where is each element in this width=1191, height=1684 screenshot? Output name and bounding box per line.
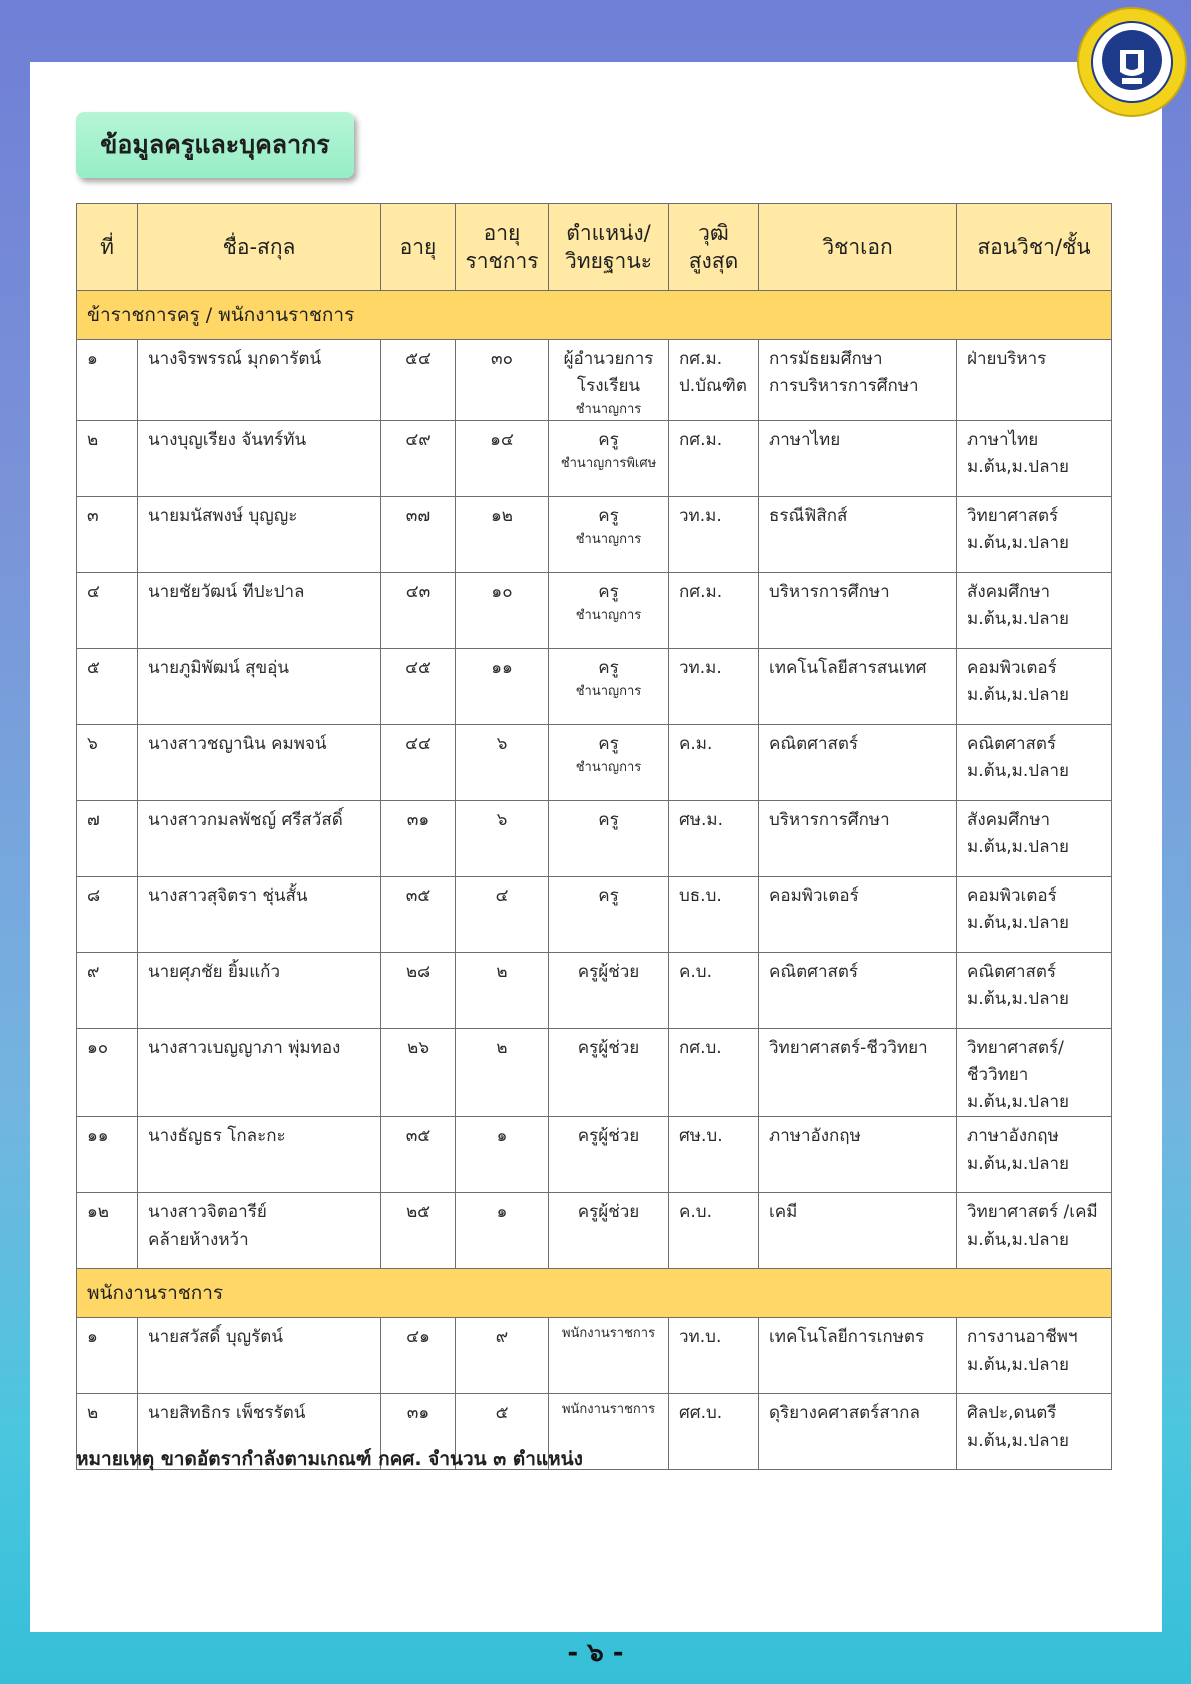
cell-text: ภาษาอังกฤษ [967,1126,1059,1147]
cell-degree [669,952,759,1028]
header-cell: สอนวิชา/ชั้น [957,204,1112,291]
cell-text: กศ.ม. [679,429,723,450]
cell-text: ฝ่ายบริหาร [967,349,1047,369]
cell-text: ม.ต้น,ม.ปลาย [967,1153,1069,1174]
cell-no [77,572,138,648]
cell-text: ๑๑ [491,657,513,678]
cell-text: ๔๙ [405,429,431,450]
header-cell: วุฒิ สูงสุด [669,204,759,291]
cell-text: ม.ต้น,ม.ปลาย [967,1430,1069,1451]
cell-position [549,1318,669,1394]
cell-text: ๗ [87,809,100,830]
cell-text: นางบุญเรียง จันทร์ทัน [148,429,307,450]
cell-name [138,724,381,800]
cell-text: นางสาวกมลพัชญ์ ศรีสวัสดิ์ [148,809,343,830]
cell-text: ภาษาไทย [967,429,1039,450]
cell-name [138,876,381,952]
cell-text: วิทยาศาสตร์ /เคมี [967,1202,1098,1223]
table-row [77,1028,1112,1117]
table-row [77,340,1112,421]
cell-text: นายภูมิพัฒน์ สุขอุ่น [148,657,289,678]
cell-text: ๑ [496,1202,508,1223]
cell-text: ๙ [87,961,100,982]
cell-position [549,952,669,1028]
cell-no [77,1028,138,1117]
cell-major [759,724,957,800]
cell-text: ครู [598,581,619,602]
cell-teach [957,1318,1112,1394]
cell-service [456,1117,549,1193]
cell-service [456,340,549,421]
cell-text: ๔ [495,885,509,906]
cell-age [381,1193,456,1269]
cell-text: ศศ.บ. [679,1403,723,1424]
table-row [77,572,1112,648]
cell-major [759,1394,957,1470]
cell-text: ครู [598,657,619,678]
cell-age [381,648,456,724]
cell-text: ๓๕ [405,1126,431,1147]
cell-service [456,1318,549,1394]
cell-teach [957,800,1112,876]
table-body [77,291,1112,1470]
cell-teach [957,952,1112,1028]
cell-text: ดุริยางคศาสตร์สากล [769,1403,920,1424]
cell-name [138,1117,381,1193]
cell-text: คล้ายห้างหว้า [148,1229,249,1250]
cell-no [77,340,138,421]
table-header-row [77,204,1112,291]
cell-text: ๕ [495,1403,509,1424]
cell-service [456,1028,549,1117]
cell-text: โรงเรียน [576,376,641,397]
cell-text: ชำนาญการ [575,608,642,624]
cell-degree [669,496,759,572]
cell-text: ๔๓ [405,581,431,602]
cell-text: วท.บ. [679,1327,722,1348]
table-row [77,800,1112,876]
cell-text: ภาษาไทย [769,429,841,450]
cell-text: ศิลปะ,ดนตรี [967,1403,1057,1424]
cell-text: วิทยาศาสตร์-ชีววิทยา [769,1037,928,1058]
school-emblem-icon [1076,6,1188,118]
cell-major [759,876,957,952]
cell-text: ม.ต้น,ม.ปลาย [967,609,1069,630]
cell-degree [669,1394,759,1470]
cell-major [759,572,957,648]
cell-text: ภาษาอังกฤษ [769,1126,861,1147]
cell-text: ๑๒ [491,505,513,526]
cell-major [759,340,957,421]
cell-degree [669,420,759,496]
cell-text: ๔๔ [405,733,431,754]
cell-text: สังคมศึกษา [967,581,1051,602]
cell-text: ๔๑ [406,1327,430,1348]
cell-service [456,876,549,952]
cell-no [77,800,138,876]
cell-text: นางจิรพรรณ์ มุกดารัตน์ [148,349,322,369]
page-title: ข้อมูลครูและบุคลากร [76,112,354,178]
cell-age [381,420,456,496]
cell-service [456,1193,549,1269]
cell-text: ๒ [87,1403,99,1424]
cell-degree [669,1193,759,1269]
section-label: ข้าราชการครู / พนักงานราชการ [77,291,1112,340]
cell-name [138,572,381,648]
cell-position [549,648,669,724]
cell-text: เคมี [769,1202,798,1223]
cell-text: ค.บ. [679,1202,712,1223]
cell-text: ม.ต้น,ม.ปลาย [967,761,1069,782]
table-row [77,1117,1112,1193]
cell-service [456,724,549,800]
cell-major [759,1117,957,1193]
cell-text: ๙ [495,1327,509,1348]
cell-teach [957,1028,1112,1117]
cell-position [549,876,669,952]
cell-service [456,420,549,496]
cell-position [549,724,669,800]
cell-text: ชำนาญการพิเศษ [560,456,657,472]
cell-text: กศ.ม. [679,581,723,602]
cell-name [138,1318,381,1394]
cell-text: การงานอาชีพฯ [967,1327,1078,1348]
footnote: หมายเหตุ ขาดอัตรากำลังตามเกณฑ์ กคศ. จำนวน ๓ ตำแหน่ง [76,1448,583,1470]
cell-service [456,648,549,724]
cell-position [549,1028,669,1117]
page-number: - ๖ - [567,1638,624,1668]
cell-text: บริหารการศึกษา [769,809,890,830]
cell-teach [957,496,1112,572]
cell-text: ๑๑ [87,1126,109,1147]
cell-no [77,1117,138,1193]
header-cell: ที่ [77,204,138,291]
cell-name [138,496,381,572]
cell-service [456,800,549,876]
cell-no [77,724,138,800]
header-cell: อายุ ราชการ [456,204,549,291]
cell-degree [669,340,759,421]
cell-text: ผู้อำนวยการ [563,349,654,369]
cell-age [381,876,456,952]
cell-degree [669,1028,759,1117]
cell-major [759,952,957,1028]
cell-text: ๒๖ [407,1037,429,1058]
cell-text: นางสาวชญานิน คมพจน์ [148,733,327,754]
cell-text: ๑๔ [490,429,514,450]
cell-degree [669,572,759,648]
cell-text: ชำนาญการ [575,402,642,418]
cell-text: ครูผู้ช่วย [577,961,640,982]
cell-teach [957,1394,1112,1470]
cell-degree [669,1318,759,1394]
cell-major [759,648,957,724]
cell-teach [957,572,1112,648]
cell-text: ๖ [496,733,508,754]
cell-text: ๑๐ [491,581,513,602]
cell-text: กศ.ม. [679,349,723,369]
cell-age [381,340,456,421]
cell-text: นางสาวเบญญาภา พุ่มทอง [148,1037,341,1058]
cell-teach [957,876,1112,952]
staff-table [76,203,1112,1470]
cell-text: ศษ.ม. [679,809,724,830]
cell-text: ชำนาญการ [575,532,642,548]
cell-text: ค.ม. [679,733,713,754]
cell-text: พนักงานราชการ [561,1402,656,1418]
cell-text: ๔ [87,581,100,602]
cell-text: ชำนาญการ [575,684,642,700]
cell-no [77,420,138,496]
cell-text: ชำนาญการ [575,760,642,776]
cell-text: ๕ [87,657,100,678]
cell-text: ๒๘ [405,961,431,982]
cell-text: ครู [598,429,619,450]
cell-text: ม.ต้น,ม.ปลาย [967,685,1069,706]
header-cell: ตำแหน่ง/ วิทยฐานะ [549,204,669,291]
cell-text: ครูผู้ช่วย [577,1037,640,1058]
cell-text: ครู [598,809,619,830]
cell-name [138,340,381,421]
cell-no [77,1193,138,1269]
cell-major [759,1028,957,1117]
cell-text: ๓๑ [406,1403,430,1424]
cell-major [759,800,957,876]
cell-text: ๓๕ [405,885,431,906]
cell-text: นางสาวจิตอารีย์ [148,1202,267,1223]
cell-text: วิทยาศาสตร์ [967,505,1059,526]
cell-text: ธรณีฟิสิกส์ [769,505,848,526]
cell-name [138,800,381,876]
cell-age [381,496,456,572]
cell-position [549,1193,669,1269]
cell-name [138,1028,381,1117]
cell-text: นายสวัสดิ์ บุญรัตน์ [148,1327,283,1348]
cell-text: ครู [598,885,619,906]
cell-text: วท.ม. [679,657,722,678]
cell-major [759,1318,957,1394]
cell-text: คณิตศาสตร์ [967,733,1057,754]
cell-text: คอมพิวเตอร์ [967,885,1057,906]
cell-text: ชีววิทยา ม.ต้น,ม.ปลาย [967,1065,1069,1113]
cell-text: ๑๐ [87,1037,109,1058]
cell-no [77,876,138,952]
cell-age [381,952,456,1028]
cell-text: ๔๕ [405,657,431,678]
cell-teach [957,420,1112,496]
cell-text: กศ.บ. [679,1037,722,1058]
section-label: พนักงานราชการ [77,1269,1112,1318]
cell-text: ๖ [496,809,508,830]
cell-text: ๑ [496,1126,508,1147]
cell-text: ๕๔ [405,349,431,369]
table-row [77,1318,1112,1394]
cell-no [77,952,138,1028]
cell-name [138,1193,381,1269]
cell-text: ครูผู้ช่วย [577,1202,640,1223]
cell-degree [669,1117,759,1193]
cell-text: นางธัญธร โกละกะ [148,1126,286,1147]
cell-no [77,648,138,724]
cell-age [381,572,456,648]
cell-service [456,496,549,572]
cell-text: ๑ [87,349,98,369]
cell-position [549,496,669,572]
cell-teach [957,1193,1112,1269]
cell-degree [669,724,759,800]
cell-text: การบริหารการศึกษา [769,376,919,397]
cell-position [549,800,669,876]
cell-text: คณิตศาสตร์ [769,961,859,982]
cell-text: คณิตศาสตร์ [769,733,859,754]
cell-degree [669,648,759,724]
cell-text: ๘ [87,885,101,906]
cell-text: ๒ [496,1037,508,1058]
cell-text: ๓ [87,505,99,526]
cell-text: ค.บ. [679,961,712,982]
cell-text: ๒๕ [405,1202,431,1223]
cell-text: ม.ต้น,ม.ปลาย [967,913,1069,934]
cell-text: ๓๑ [406,809,430,830]
cell-major [759,420,957,496]
cell-text: บริหารการศึกษา [769,581,890,602]
cell-text: พนักงานราชการ [561,1326,656,1342]
cell-major [759,496,957,572]
cell-text: บธ.บ. [679,885,722,906]
cell-text: ครู [598,505,619,526]
cell-text: คอมพิวเตอร์ [967,657,1057,678]
cell-text: คอมพิวเตอร์ [769,885,859,906]
cell-teach [957,648,1112,724]
table-row [77,648,1112,724]
section-header-row [77,1269,1112,1318]
cell-text: เทคโนโลยีสารสนเทศ [769,657,927,678]
cell-position [549,1117,669,1193]
table-row [77,1193,1112,1269]
table-row [77,724,1112,800]
cell-text: ๒ [87,429,99,450]
cell-text: นางสาวสุจิตรา ชุ่นสั้น [148,885,308,906]
cell-text: ๑ [87,1327,98,1348]
cell-text: การมัธยมศึกษา [769,349,883,369]
cell-name [138,648,381,724]
cell-name [138,420,381,496]
cell-text: ๓๐ [491,349,513,369]
cell-teach [957,1117,1112,1193]
cell-no [77,1318,138,1394]
cell-service [456,572,549,648]
cell-text: สังคมศึกษา [967,809,1051,830]
cell-text: ม.ต้น,ม.ปลาย [967,457,1069,478]
cell-degree [669,800,759,876]
cell-text: ครูผู้ช่วย [577,1126,640,1147]
cell-text: ๖ [87,733,98,754]
cell-service [456,952,549,1028]
cell-age [381,1028,456,1117]
cell-text: เทคโนโลยีการเกษตร [769,1327,925,1348]
cell-age [381,1117,456,1193]
cell-position [549,572,669,648]
cell-name [138,952,381,1028]
cell-major [759,1193,957,1269]
cell-text: ม.ต้น,ม.ปลาย [967,533,1069,554]
cell-no [77,496,138,572]
cell-text: ครู [598,733,619,754]
header-cell: ชื่อ-สกุล [138,204,381,291]
cell-text: ศษ.บ. [679,1126,723,1147]
table-row [77,420,1112,496]
cell-age [381,1318,456,1394]
table-row [77,876,1112,952]
cell-text: นายสิทธิกร เพ็ชรรัตน์ [148,1403,306,1424]
cell-degree [669,876,759,952]
cell-teach [957,724,1112,800]
cell-text: ๓๗ [405,505,431,526]
table-row [77,952,1112,1028]
cell-text: ๑๒ [87,1202,109,1223]
header-cell: อายุ [381,204,456,291]
cell-text: ๒ [496,961,508,982]
header-cell: วิชาเอก [759,204,957,291]
section-header-row [77,291,1112,340]
cell-text: วิทยาศาสตร์/ [967,1037,1064,1058]
cell-text: ป.บัณฑิต [679,376,747,397]
table-row [77,496,1112,572]
cell-teach [957,340,1112,421]
cell-text: ม.ต้น,ม.ปลาย [967,989,1069,1010]
cell-text: ม.ต้น,ม.ปลาย [967,1229,1069,1250]
cell-position [549,340,669,421]
cell-position [549,420,669,496]
cell-text: ม.ต้น,ม.ปลาย [967,837,1069,858]
cell-age [381,800,456,876]
cell-text: นายศุภชัย ยิ้มแก้ว [148,961,280,982]
cell-text: นายมนัสพงษ์ บุญญะ [148,505,298,526]
cell-text: นายชัยวัฒน์ ทีปะปาล [148,581,305,602]
cell-age [381,724,456,800]
cell-text: ม.ต้น,ม.ปลาย [967,1354,1069,1375]
cell-text: วท.ม. [679,505,722,526]
cell-text: คณิตศาสตร์ [967,961,1057,982]
